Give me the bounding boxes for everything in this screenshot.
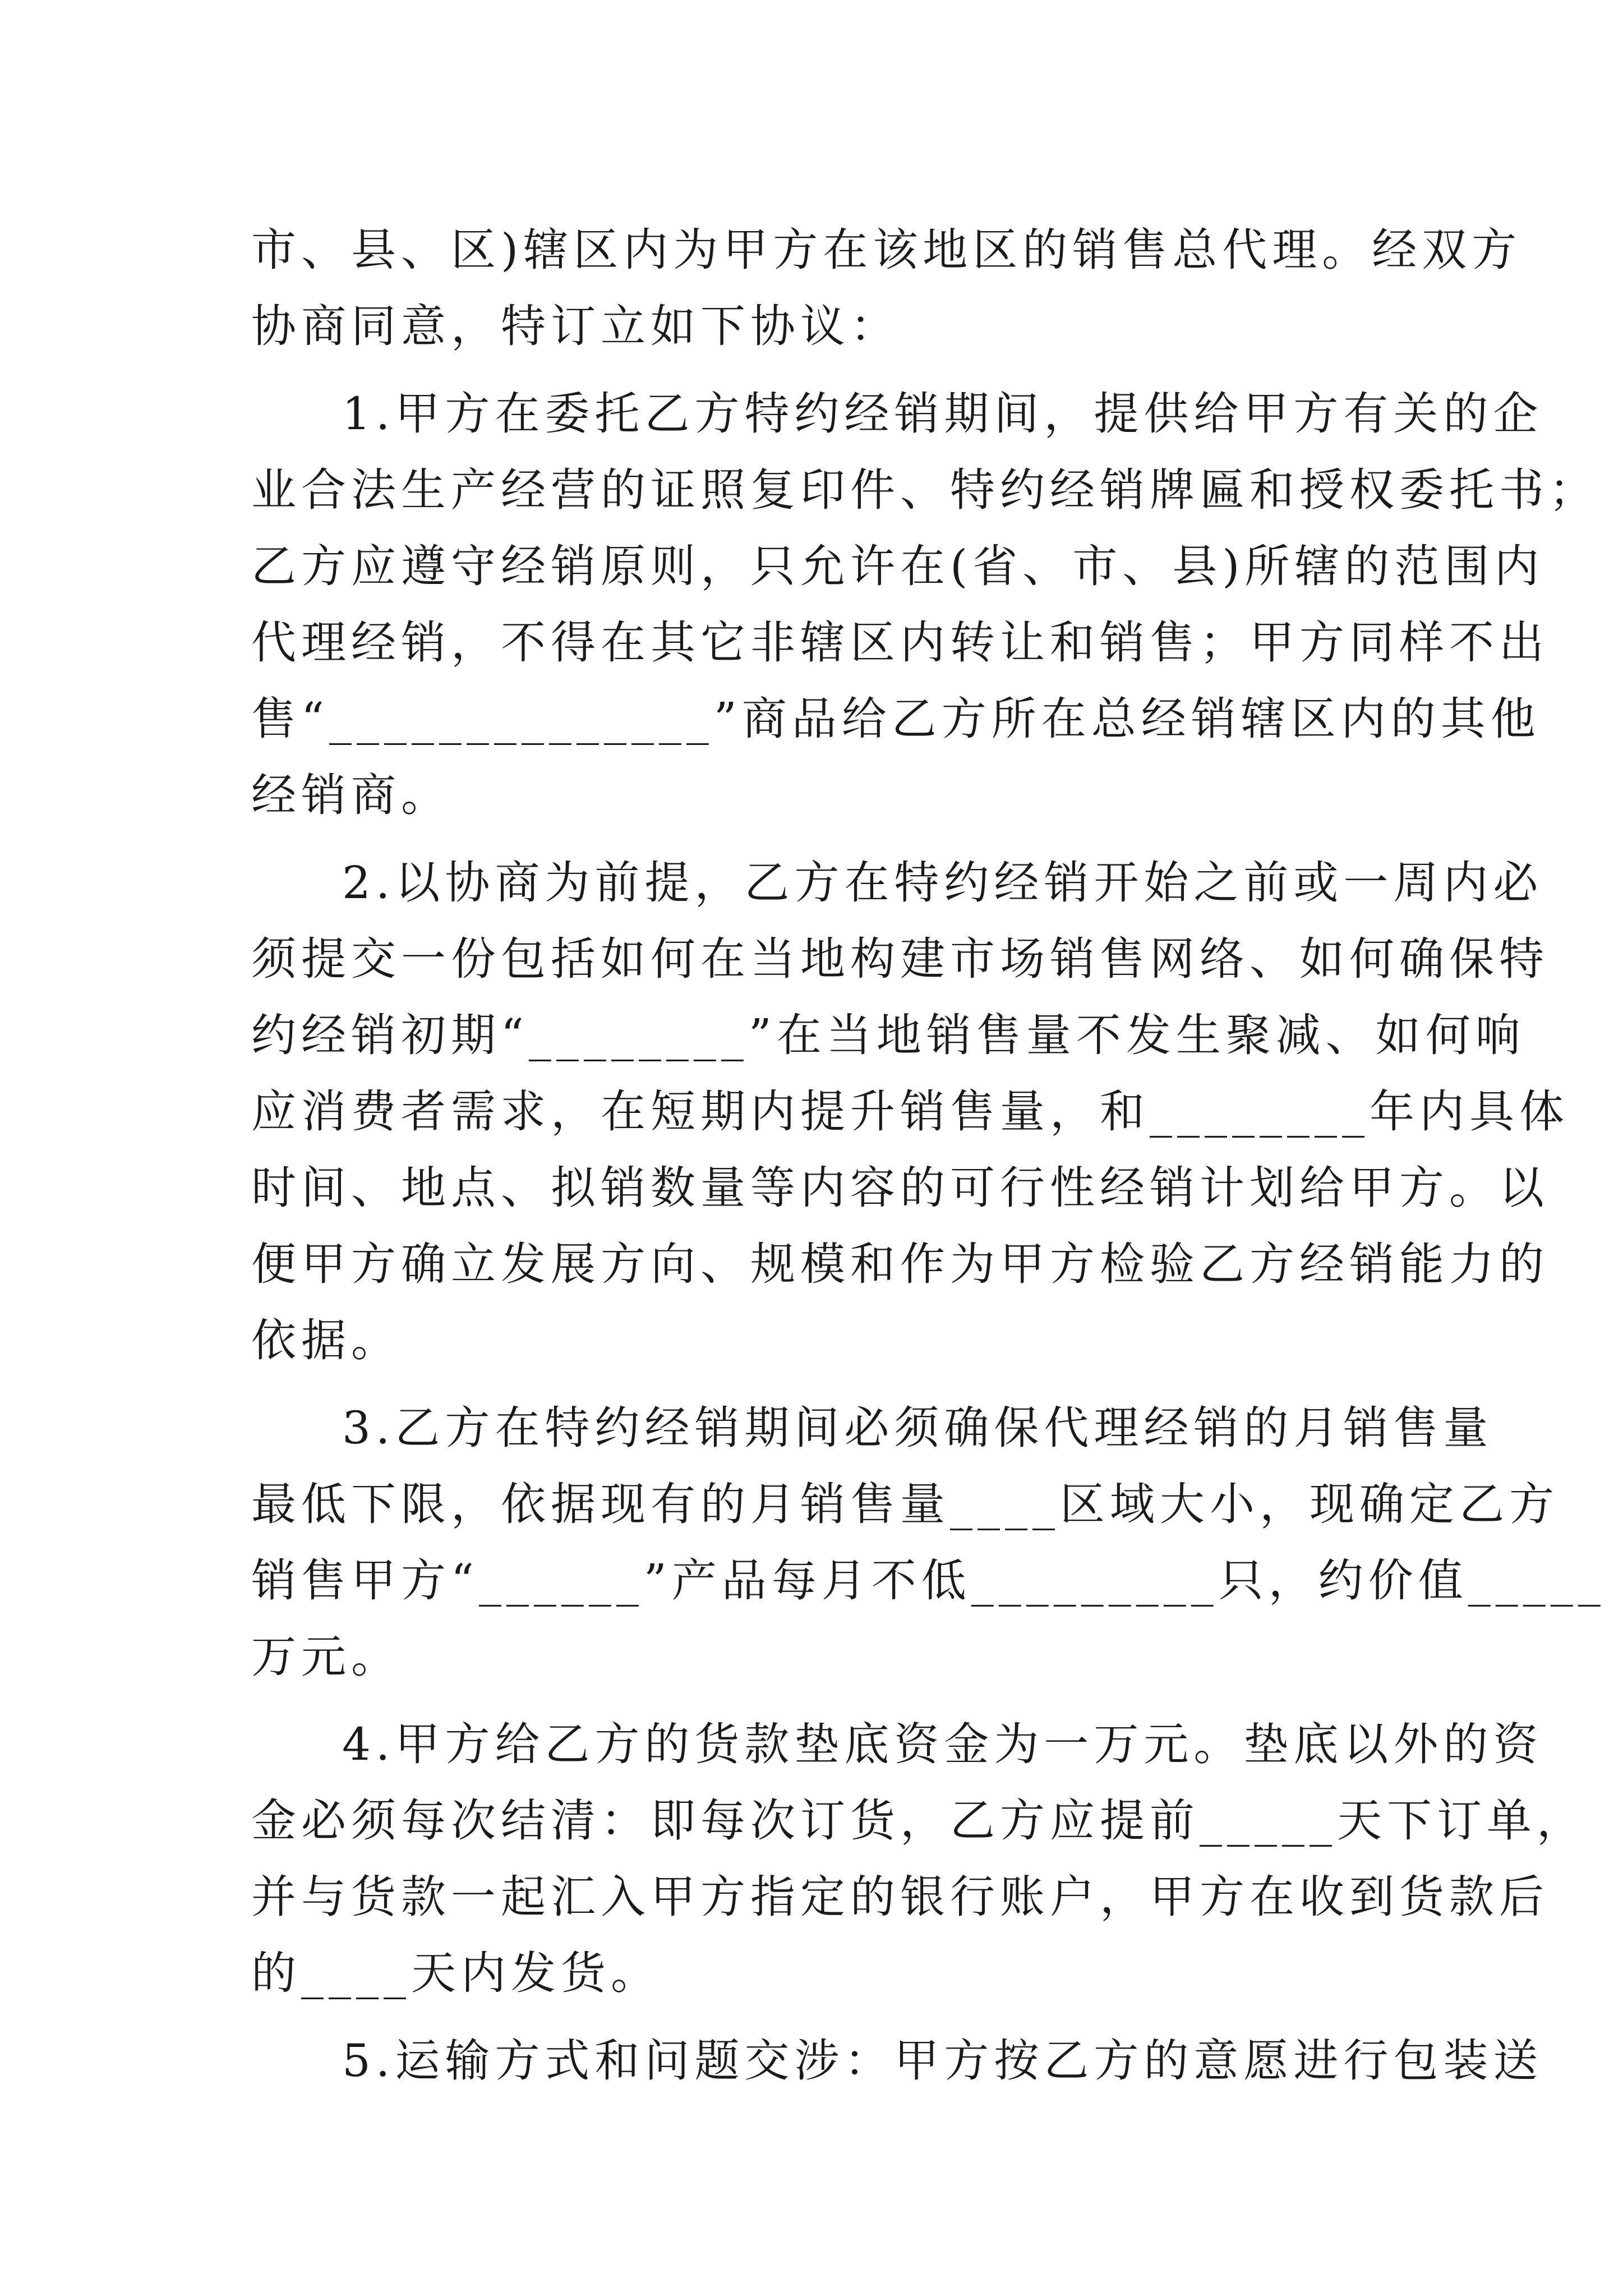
paragraph-gap: [251, 834, 1384, 845]
text-line: 金必须每次结清：即每次订货，乙方应提前_____天下订单，: [251, 1795, 1587, 1847]
text-line: 应消费者需求，在短期内提升销售量，和________年内具体: [251, 1085, 1569, 1138]
text-line: 销售甲方“______”产品每月不低_________只，约价值_____: [251, 1554, 1606, 1607]
text-line: 须提交一份包括如何在当地构建市场销售网络、如何确保特: [251, 933, 1549, 985]
text-line: 协商同意，特订立如下协议：: [251, 300, 900, 352]
paragraph-gap: [251, 2012, 1384, 2023]
paragraph-gap: [251, 1379, 1384, 1390]
text-line: 的____天内发货。: [251, 1947, 661, 1999]
text-line: 便甲方确立发展方向、规模和作为甲方检验乙方经销能力的: [251, 1238, 1549, 1290]
text-line: 售“______________”商品给乙方所在总经销辖区内的其他: [251, 693, 1541, 745]
text-line: 依据。: [251, 1314, 401, 1366]
text-line: 市、县、区)辖区内为甲方在该地区的销售总代理。经双方: [251, 224, 1522, 276]
text-line: 时间、地点、拟销数量等内容的可行性经销计划给甲方。以: [251, 1162, 1549, 1214]
text-line: 业合法生产经营的证照复印件、特约经销牌匾和授权委托书；: [251, 464, 1599, 516]
text-line: 经销商。: [251, 769, 451, 821]
clause-1-line: 1.甲方在委托乙方特约经销期间，提供给甲方有关的企: [342, 388, 1543, 440]
paragraph-gap: [251, 1695, 1384, 1706]
clause-2-line: 2.以协商为前提，乙方在特约经销开始之前或一周内必: [342, 857, 1543, 909]
contract-body: [251, 212, 1606, 2099]
text-line: 代理经销，不得在其它非辖区内转让和销售；甲方同样不出: [251, 616, 1549, 669]
clause-4-line: 4.甲方给乙方的货款垫底资金为一万元。垫底以外的资: [342, 1718, 1543, 1770]
text-line: 最低下限，依据现有的月销售量____区域大小，现确定乙方: [251, 1478, 1559, 1530]
paragraph-gap: [251, 365, 1384, 376]
text-line: 并与货款一起汇入甲方指定的银行账户，甲方在收到货款后: [251, 1871, 1549, 1923]
text-line: 万元。: [251, 1631, 401, 1683]
text-line: 乙方应遵守经销原则，只允许在(省、市、县)所辖的范围内: [251, 540, 1544, 592]
clause-3-line: 3.乙方在特约经销期间必须确保代理经销的月销售量: [342, 1402, 1493, 1454]
text-line: 约经销初期“________”在当地销售量不发生聚减、如何响: [251, 1009, 1525, 1061]
clause-5-line: 5.运输方式和问题交涉：甲方按乙方的意愿进行包装送: [342, 2035, 1543, 2087]
